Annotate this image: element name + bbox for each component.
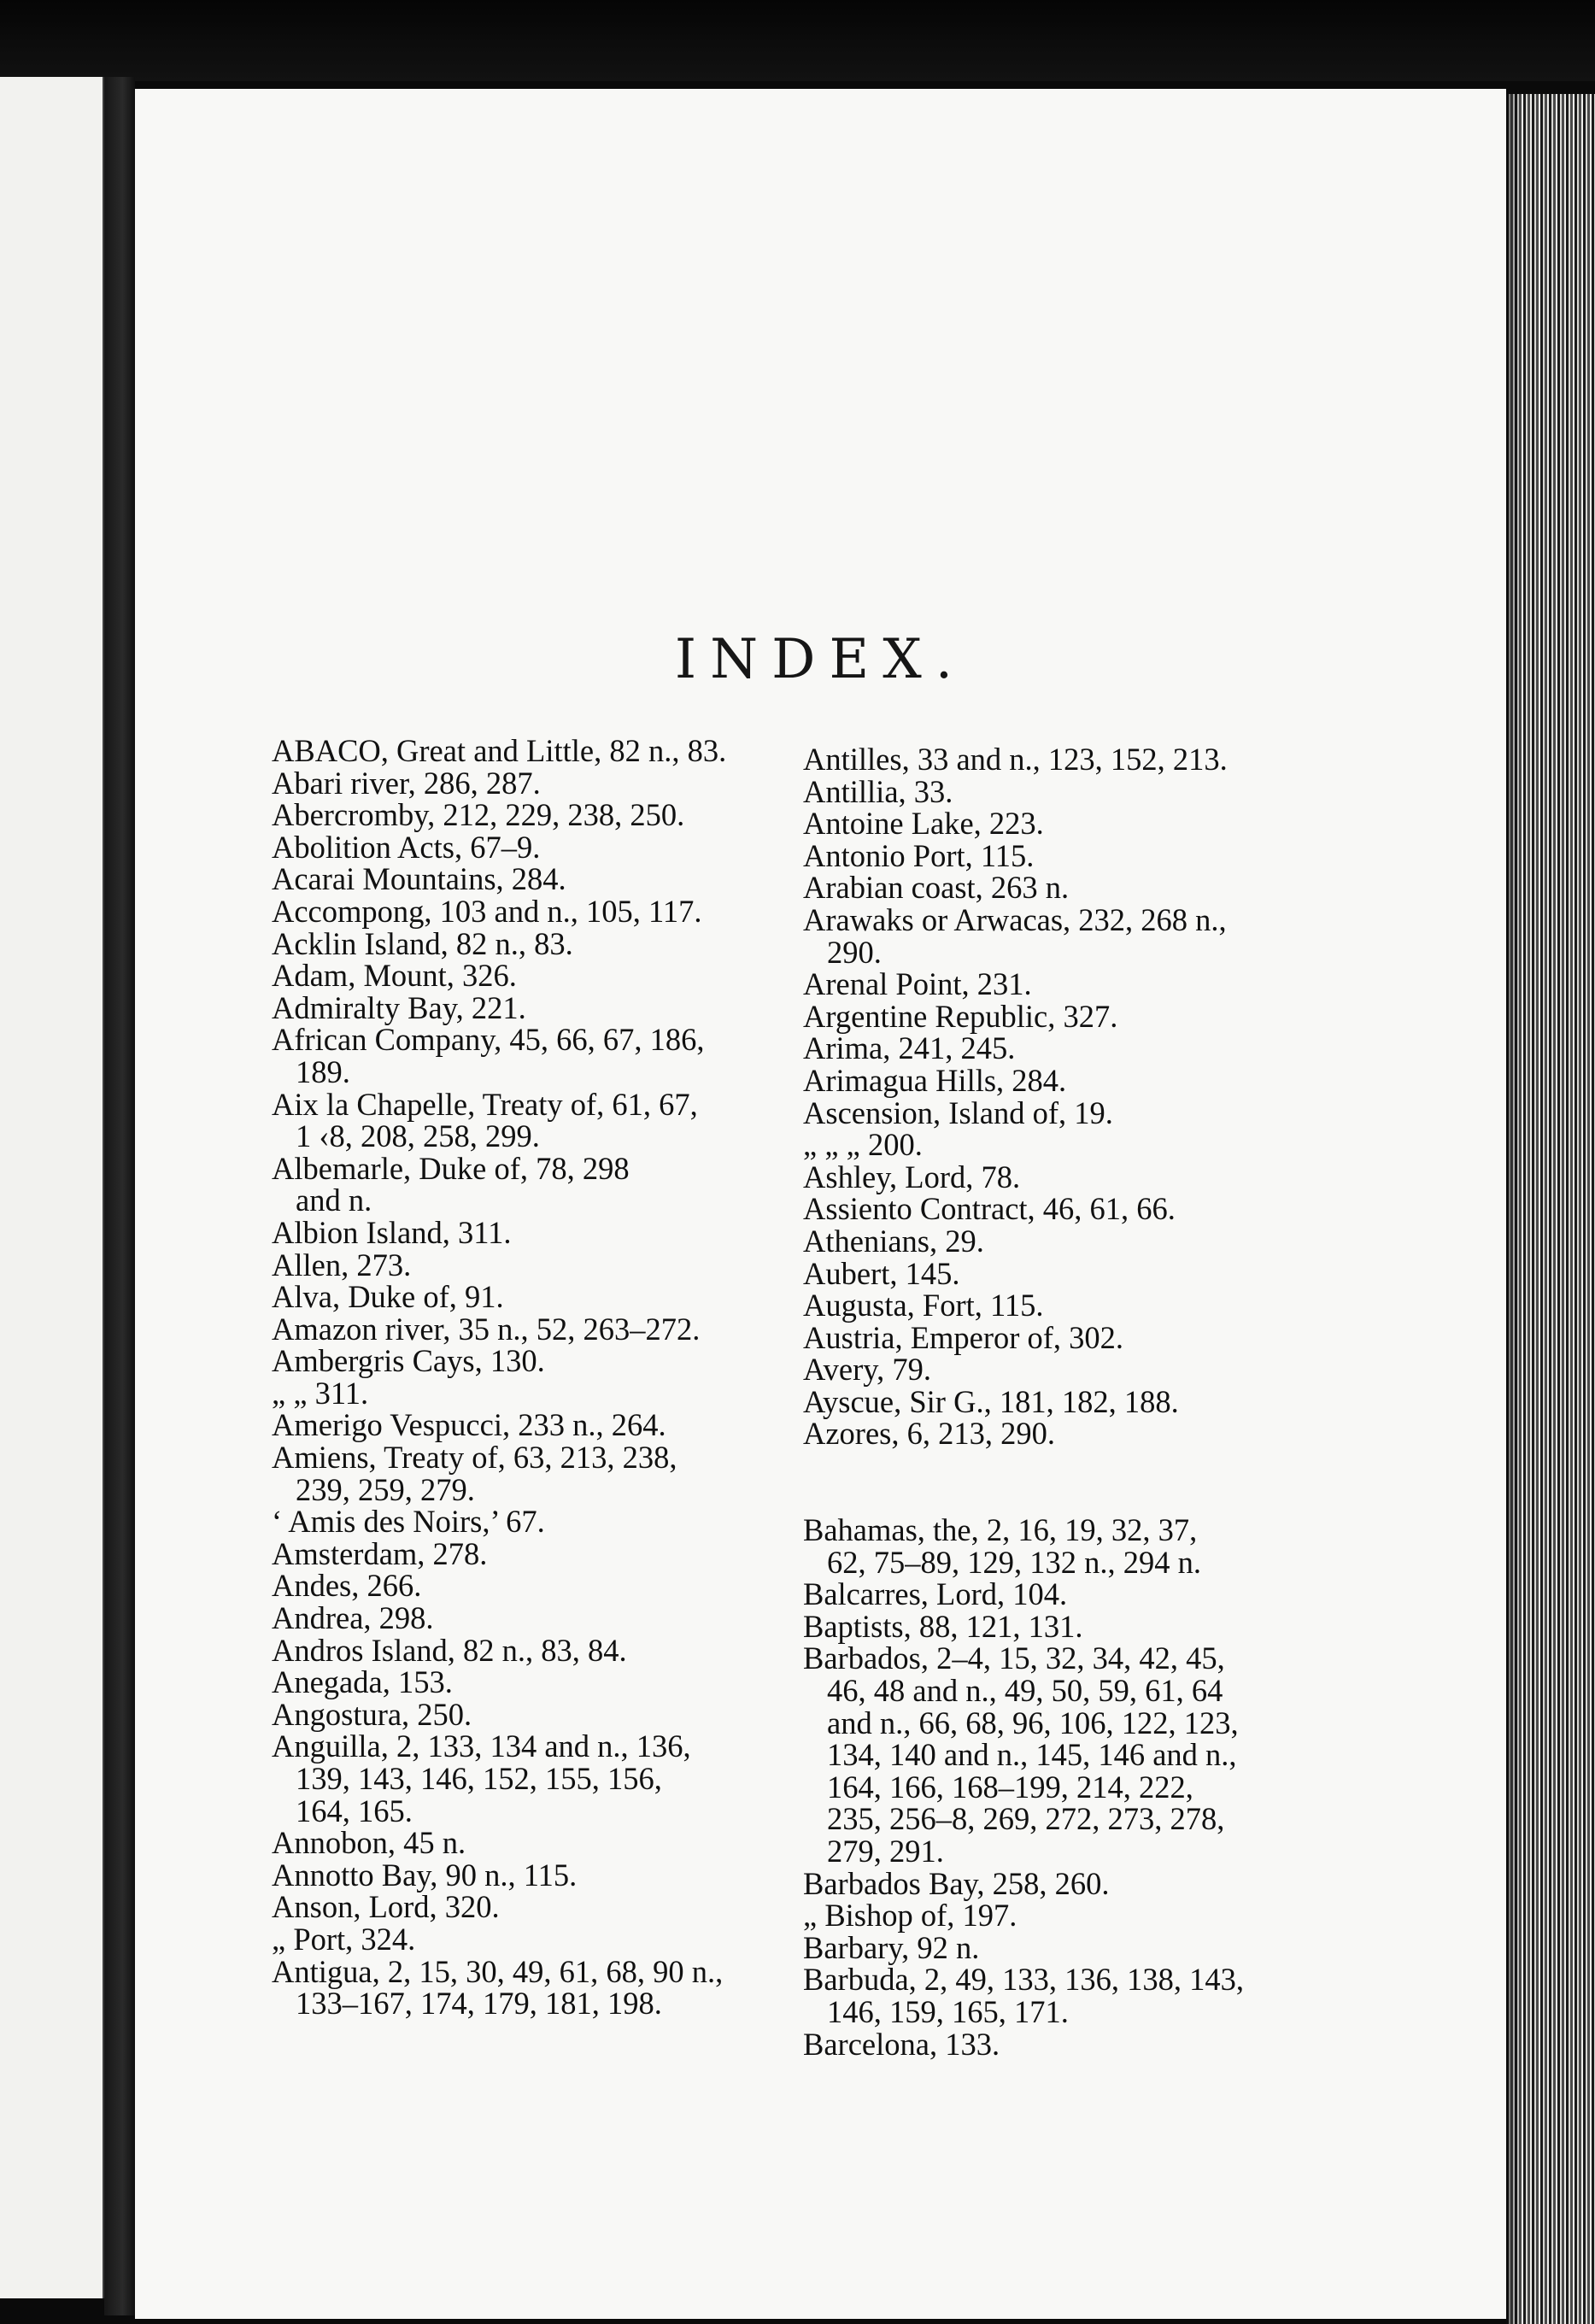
index-entry	[803, 968, 1299, 1001]
index-entry-line: Barbados, 2–4, 15, 32, 34, 42, 45,	[803, 1640, 1225, 1676]
index-entry-line: 134, 140 and n., 145, 146 and n.,	[827, 1737, 1237, 1773]
index-entry-line: Antoine Lake, 223.	[803, 806, 1044, 842]
index-entry-line: „ „ „ 200.	[803, 1127, 923, 1163]
index-entry-line: 62, 75–89, 129, 132 n., 294 n.	[827, 1544, 1201, 1580]
index-entry-line: 235, 256–8, 269, 272, 273, 278,	[827, 1801, 1225, 1837]
index-entry-line: Arabian coast, 263 n.	[803, 870, 1070, 906]
index-entry	[803, 1929, 1299, 1965]
index-entry	[272, 1923, 763, 1956]
index-entry-line: and n., 66, 68, 96, 106, 122, 123,	[827, 1705, 1239, 1740]
index-entry-line: Abari river, 286, 287.	[272, 765, 541, 801]
index-entry	[803, 2028, 1299, 2061]
index-entry	[803, 1417, 1299, 1450]
index-entry-line: Andes, 266.	[272, 1568, 422, 1604]
index-entry	[272, 1827, 763, 1859]
index-entry-line: Arimagua Hills, 284.	[803, 1062, 1067, 1098]
index-entry-line: ABACO, Great and Little, 82 n., 83.	[272, 733, 727, 768]
index-entry-line: Antilles, 33 and n., 123, 152, 213.	[803, 742, 1228, 777]
index-entry-line: Angostura, 250.	[272, 1696, 472, 1732]
book-gutter	[104, 77, 135, 2315]
index-entry-line: Augusta, Fort, 115.	[803, 1288, 1044, 1323]
index-entry-line: Andrea, 298.	[272, 1600, 434, 1636]
index-entry	[803, 1642, 1299, 1867]
index-entry-line: 239, 259, 279.	[296, 1471, 475, 1507]
index-entry	[803, 1353, 1299, 1386]
index-entry	[803, 1899, 1299, 1932]
index-entry	[803, 1289, 1299, 1322]
index-entry-line: Acklin Island, 82 n., 83.	[272, 925, 573, 961]
index-entry	[803, 1608, 1299, 1644]
index-column-left	[272, 735, 763, 2020]
index-entry-line: Ambergris Cays, 130.	[272, 1343, 545, 1379]
index-entry	[803, 901, 1299, 970]
index-entry	[803, 1963, 1299, 2028]
index-entry	[272, 1313, 763, 1346]
index-entry	[272, 1730, 763, 1827]
index-entry	[803, 1865, 1299, 1901]
index-entry	[803, 743, 1299, 776]
index-entry-line: „ Port, 324.	[272, 1921, 416, 1957]
index-entry-line: Ayscue, Sir G., 181, 182, 188.	[803, 1383, 1179, 1419]
index-entry	[272, 960, 763, 992]
index-entry	[803, 1319, 1299, 1355]
index-entry-line: Austria, Emperor of, 302.	[803, 1319, 1124, 1355]
index-entry	[272, 1409, 763, 1441]
index-entry-line: Barbary, 92 n.	[803, 1929, 980, 1965]
index-entry-line: 133–167, 174, 179, 181, 198.	[296, 1986, 662, 2022]
index-entry-line: Anegada, 153.	[272, 1664, 453, 1700]
index-entry-line: Antillia, 33.	[803, 773, 953, 809]
index-entry-line: 290.	[827, 934, 882, 970]
index-entry	[272, 1441, 763, 1505]
index-entry-line: Amiens, Treaty of, 63, 213, 238,	[272, 1440, 677, 1476]
index-entry-line: Argentine Republic, 327.	[803, 998, 1118, 1034]
index-entry-line: Aix la Chapelle, Treaty of, 61, 67,	[272, 1086, 698, 1122]
index-entry-line: Barbados Bay, 258, 260.	[803, 1865, 1110, 1901]
index-entry	[803, 1514, 1299, 1578]
index-entry	[272, 1281, 763, 1313]
index-column-right	[803, 743, 1299, 2060]
index-entry	[803, 1193, 1299, 1225]
index-entry	[272, 1535, 763, 1571]
index-entry-line: 164, 166, 168–199, 214, 222,	[827, 1769, 1193, 1805]
index-entry	[272, 1859, 763, 1892]
index-entry-line: 139, 143, 146, 152, 155, 156,	[296, 1761, 662, 1796]
index-entry	[803, 998, 1299, 1034]
index-entry-line: Abolition Acts, 67–9.	[272, 829, 541, 865]
index-entry	[803, 807, 1299, 840]
scan-top-border	[0, 0, 1595, 81]
index-entry	[803, 1032, 1299, 1065]
letter-section-gap	[803, 1450, 1299, 1514]
index-entry	[272, 831, 763, 864]
index-entry-line: „ Bishop of, 197.	[803, 1898, 1017, 1934]
index-entry	[272, 1150, 763, 1218]
index-entry	[272, 1570, 763, 1602]
index-entry-line: Antigua, 2, 15, 30, 49, 61, 68, 90 n.,	[272, 1953, 724, 1989]
index-entry-line: Balcarres, Lord, 104.	[803, 1576, 1068, 1612]
index-entry-line: Antonio Port, 115.	[803, 837, 1035, 873]
index-entry	[272, 1086, 763, 1154]
index-entry-line: Amazon river, 35 n., 52, 263–272.	[272, 1311, 701, 1347]
index-entry	[272, 863, 763, 895]
index-entry	[803, 1383, 1299, 1419]
index-entry-line: 46, 48 and n., 49, 50, 59, 61, 64	[827, 1673, 1223, 1709]
index-entry-line: „ „ 311.	[272, 1375, 369, 1411]
index-entry	[272, 1666, 763, 1699]
index-entry	[803, 1097, 1299, 1130]
index-entry	[272, 925, 763, 961]
index-entry-line: Avery, 79.	[803, 1352, 932, 1388]
index-entry-line: Abercromby, 212, 229, 238, 250.	[272, 797, 685, 833]
index-entry	[272, 767, 763, 800]
index-entry-line: Annotto Bay, 90 n., 115.	[272, 1857, 578, 1893]
index-entry	[803, 872, 1299, 904]
index-entry-line: Amerigo Vespucci, 233 n., 264.	[272, 1407, 666, 1443]
index-entry	[272, 989, 763, 1025]
index-entry-line: Accompong, 103 and n., 105, 117.	[272, 893, 702, 929]
index-entry-line: Allen, 273.	[272, 1247, 412, 1282]
index-entry-line: ‘ Amis des Noirs,’ 67.	[272, 1504, 545, 1540]
index-entry-line: Assiento Contract, 46, 61, 66.	[803, 1191, 1176, 1227]
index-entry-line: 189.	[296, 1053, 350, 1089]
index-entry-line: Andros Island, 82 n., 83, 84.	[272, 1632, 627, 1668]
index-entry-line: 164, 165.	[296, 1793, 413, 1828]
index-entry	[803, 1225, 1299, 1258]
index-entry	[272, 1024, 763, 1088]
previous-page-edge	[0, 77, 104, 2298]
index-entry-line: Barbuda, 2, 49, 133, 136, 138, 143,	[803, 1962, 1245, 1998]
index-entry	[272, 1214, 763, 1250]
index-entry	[272, 1602, 763, 1634]
index-entry	[272, 1696, 763, 1732]
index-entry-line: Arawaks or Arwacas, 232, 268 n.,	[803, 901, 1227, 937]
index-entry-line: Athenians, 29.	[803, 1223, 984, 1259]
index-entry	[803, 1062, 1299, 1098]
index-entry-line: Ascension, Island of, 19.	[803, 1095, 1113, 1130]
index-entry	[803, 1255, 1299, 1291]
index-entry	[803, 1578, 1299, 1611]
index-entry	[272, 1345, 763, 1377]
index-entry-line: African Company, 45, 66, 67, 186,	[272, 1022, 705, 1058]
index-entry-line: Baptists, 88, 121, 131.	[803, 1608, 1083, 1644]
index-entry-line: Aubert, 145.	[803, 1255, 960, 1291]
index-entry-line: Anson, Lord, 320.	[272, 1889, 500, 1925]
index-entry-line: Admiralty Bay, 221.	[272, 989, 526, 1025]
index-entry	[803, 1161, 1299, 1194]
index-entry-line: Barcelona, 133.	[803, 2026, 1000, 2062]
index-entry	[272, 1953, 763, 2022]
index-entry-line: 1 ‹8, 208, 258, 299.	[296, 1118, 540, 1154]
index-entry	[272, 1634, 763, 1667]
index-entry-line: Acarai Mountains, 284.	[272, 861, 566, 897]
index-entry	[803, 837, 1299, 873]
index-entry	[272, 895, 763, 928]
index-entry	[272, 1377, 763, 1410]
index-entry-line: Bahamas, the, 2, 16, 19, 32, 37,	[803, 1512, 1198, 1548]
page-edge-shadow	[1506, 94, 1522, 2324]
index-entry-line: 279, 291.	[827, 1834, 944, 1869]
index-entry	[272, 1505, 763, 1538]
index-entry-line: Adam, Mount, 326.	[272, 958, 517, 994]
index-entry-line: Amsterdam, 278.	[272, 1535, 488, 1571]
index-entry-line: Arenal Point, 231.	[803, 966, 1032, 1002]
index-entry-line: Azores, 6, 213, 290.	[803, 1416, 1055, 1452]
index-entry	[272, 1891, 763, 1923]
index-entry	[803, 1129, 1299, 1161]
index-entry-line: Annobon, 45 n.	[272, 1825, 466, 1861]
index-entry-line: 146, 159, 165, 171.	[827, 1993, 1069, 2029]
index-entry-line: Arima, 241, 245.	[803, 1030, 1016, 1066]
index-title: INDEX.	[674, 628, 967, 691]
index-entry-line: Albemarle, Duke of, 78, 298	[272, 1150, 630, 1186]
index-entry-line: and n.	[296, 1183, 372, 1218]
index-entry-line: Alva, Duke of, 91.	[272, 1279, 504, 1315]
index-entry	[272, 799, 763, 831]
index-entry-line: Anguilla, 2, 133, 134 and n., 136,	[272, 1728, 691, 1764]
index-entry	[272, 1249, 763, 1282]
index-entry	[272, 735, 763, 767]
index-entry	[803, 773, 1299, 809]
index-entry-line: Ashley, Lord, 78.	[803, 1159, 1021, 1194]
index-entry-line: Albion Island, 311.	[272, 1214, 512, 1250]
